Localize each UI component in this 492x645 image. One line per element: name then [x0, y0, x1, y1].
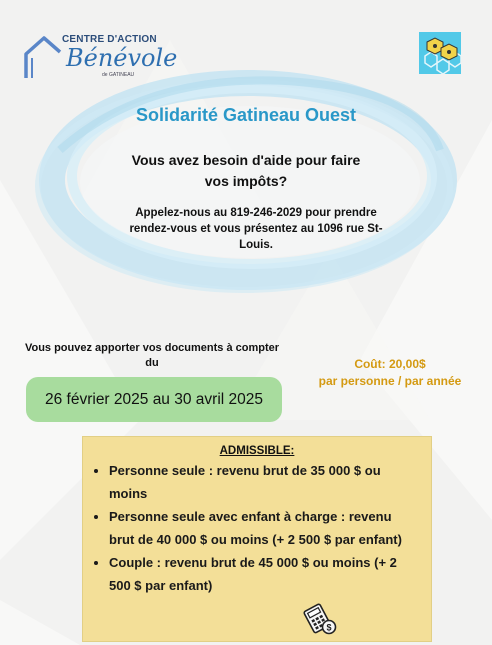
logo-text-top: CENTRE D'ACTION: [62, 34, 157, 45]
cost-amount: Coût: 20,00$: [354, 357, 426, 371]
call-to-action-text: Appelez-nous au 819-246-2029 pour prendre rendez-vous et vous présentez au 1096 rue St-Louis.: [129, 207, 383, 251]
centre-action-benevole-logo: [22, 28, 178, 84]
logo-text-main: Bénévole: [66, 44, 178, 72]
cost-info: [300, 356, 480, 390]
calculator-coin-icon: [302, 600, 338, 636]
date-range-badge: [26, 377, 282, 422]
hexagon-badge-icon: [419, 32, 461, 74]
documents-start-text: Vous pouvez apporter vos documents à compter du: [24, 342, 280, 369]
cost-unit: par personne / par année: [318, 374, 462, 388]
date-range-text: 26 février 2025 au 30 avril 2025: [44, 390, 263, 408]
admissibility-title: ADMISSIBLE:: [219, 445, 295, 457]
house-icon: [22, 32, 64, 80]
list-item: • Personne seule avec enfant à charge : revenu brut de 40 000 $ ou moins (+ 2 500 $ par enfant): [109, 505, 417, 551]
tax-help-question: Vous avez besoin d'aide pour faire vos impôts?: [131, 152, 361, 189]
logo-text-bottom: de GATINEAU: [102, 72, 135, 78]
list-item: • Couple : revenu brut de 45 000 $ ou moins (+ 2 500 $ par enfant): [109, 551, 417, 597]
list-item: • Personne seule : revenu brut de 35 000 $ ou moins: [109, 459, 417, 505]
admissibility-list: [83, 459, 431, 597]
page-title: Solidarité Gatineau Ouest: [135, 105, 357, 125]
admissibility-box: [82, 436, 432, 642]
svg-text:$: $: [326, 622, 332, 633]
